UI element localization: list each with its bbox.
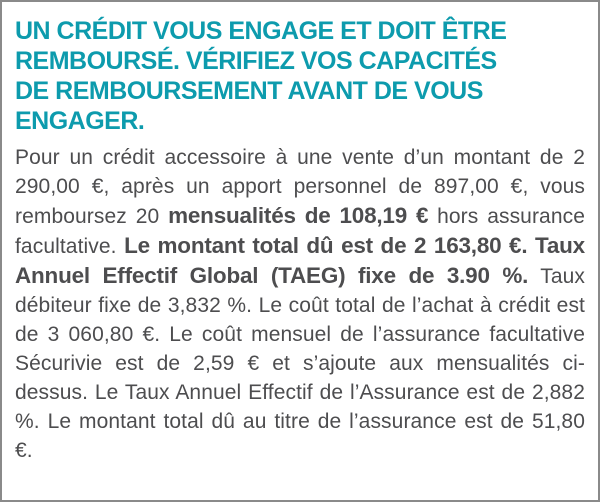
credit-terms-paragraph [15,143,585,465]
headline-line: ENGAGER. [15,107,145,135]
key-credit-figures: mensualités de 108,19 € [168,203,429,228]
body-text-run: hors assurance facultative. [15,205,585,258]
headline-line: REMBOURSÉ. VÉRIFIEZ VOS CAPACITÉS [15,47,497,75]
body-text-run: Taux débiteur fixe de 3,832 %. Le coût total de l’achat à crédit est de 3 060,80 €. Le coût mensuel de l’assurance facultative Sécurivie est de 2,59 € et s’ajoute aux mensualités ci-dessus. Le Taux Annuel Effectif de l’Assurance est de 2,882 %. Le montant total dû au titre de l’assurance est de 51,80 €. [15,265,585,462]
headline-line: DE REMBOURSEMENT AVANT DE VOUS [15,77,483,105]
headline-line: UN CRÉDIT VOUS ENGAGE ET DOIT ÊTRE [15,17,507,45]
body-text-run: Pour un crédit accessoire à une vente d’un montant de 2 290,00 €, après un apport personnel de 897,00 €, vous remboursez 20 [15,146,585,228]
key-credit-figures: Le montant total dû est de 2 163,80 €. Taux Annuel Effectif Global (TAEG) fixe de 3.90 %. [15,233,585,288]
credit-warning-headline [15,16,585,136]
